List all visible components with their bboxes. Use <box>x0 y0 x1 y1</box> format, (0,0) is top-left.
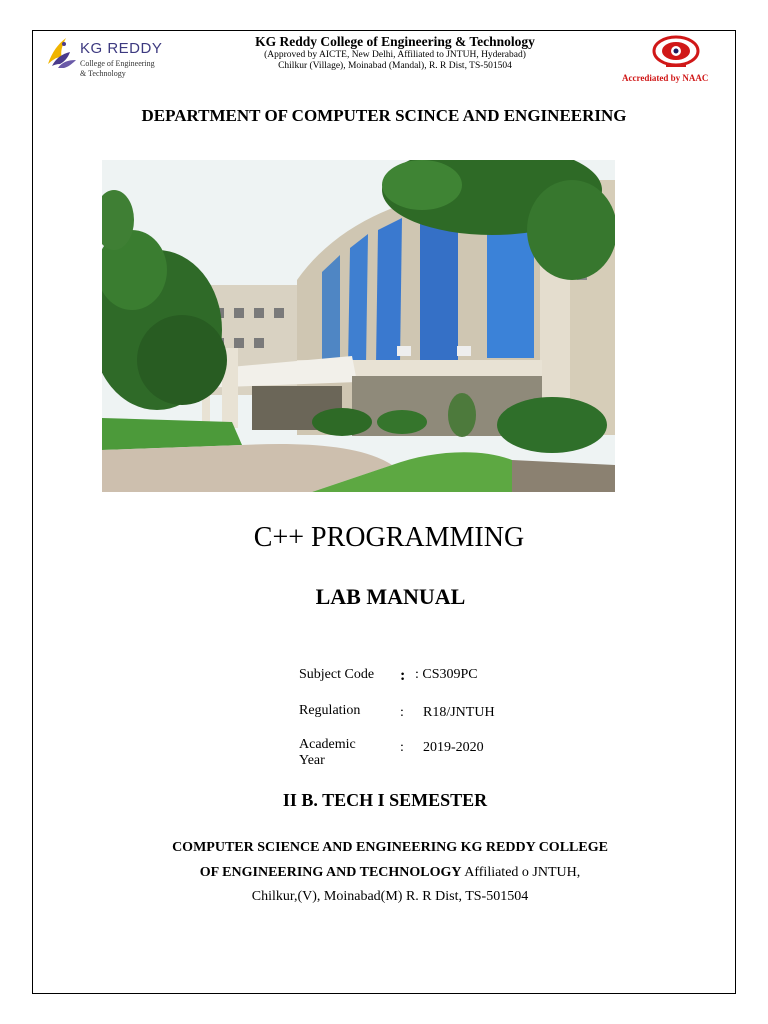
manual-title: LAB MANUAL <box>315 584 466 609</box>
logo-subtitle-1: College of Engineering <box>80 59 155 68</box>
naac-accreditation: Accrediated by NAAC <box>622 73 709 83</box>
college-logo <box>44 34 174 80</box>
approval-text: (Approved by AICTE, New Delhi, Affiliated to JNTUH, Hyderabad) <box>264 50 526 60</box>
regulation-label: Regulation <box>299 703 361 718</box>
footer-line-2-rest: Affiliated o JNTUH, <box>461 865 581 880</box>
subject-code-value <box>415 667 478 683</box>
college-address: Chilkur (Village), Moinabad (Mandal), R. R Dist, TS-501504 <box>278 61 512 71</box>
academic-year-colon: : <box>400 740 404 755</box>
department-title: DEPARTMENT OF COMPUTER SCINCE AND ENGINEERING <box>141 106 627 125</box>
footer-line-3: Chilkur,(V), Moinabad(M) R. R Dist, TS-501504 <box>251 889 529 904</box>
subject-code-label: Subject Code <box>299 667 375 682</box>
footer-line-1: COMPUTER SCIENCE AND ENGINEERING KG REDDY COLLEGE <box>172 840 608 855</box>
academic-year-value: 2019-2020 <box>423 740 484 755</box>
college-name: KG Reddy College of Engineering & Technology <box>255 34 535 49</box>
semester-heading: II B. TECH I SEMESTER <box>282 790 488 810</box>
academic-year-label: Academic Year <box>299 737 356 768</box>
eagle-logo-icon <box>44 34 78 70</box>
naac-seal-icon <box>648 35 704 69</box>
college-header <box>190 33 600 72</box>
course-title: C++ PROGRAMMING <box>253 522 525 553</box>
college-building-photo <box>102 160 615 492</box>
footer-line-2 <box>0 865 768 881</box>
logo-subtitle-2: & Technology <box>80 69 126 78</box>
regulation-colon: : <box>400 705 404 720</box>
regulation-value: R18/JNTUH <box>423 705 495 720</box>
logo-brand: KG REDDY <box>80 40 163 57</box>
subject-code-colon: : <box>400 667 406 684</box>
subject-code-value-text: : CS309PC <box>415 667 478 682</box>
footer-line-2-bold: OF ENGINEERING AND TECHNOLOGY <box>199 865 462 880</box>
